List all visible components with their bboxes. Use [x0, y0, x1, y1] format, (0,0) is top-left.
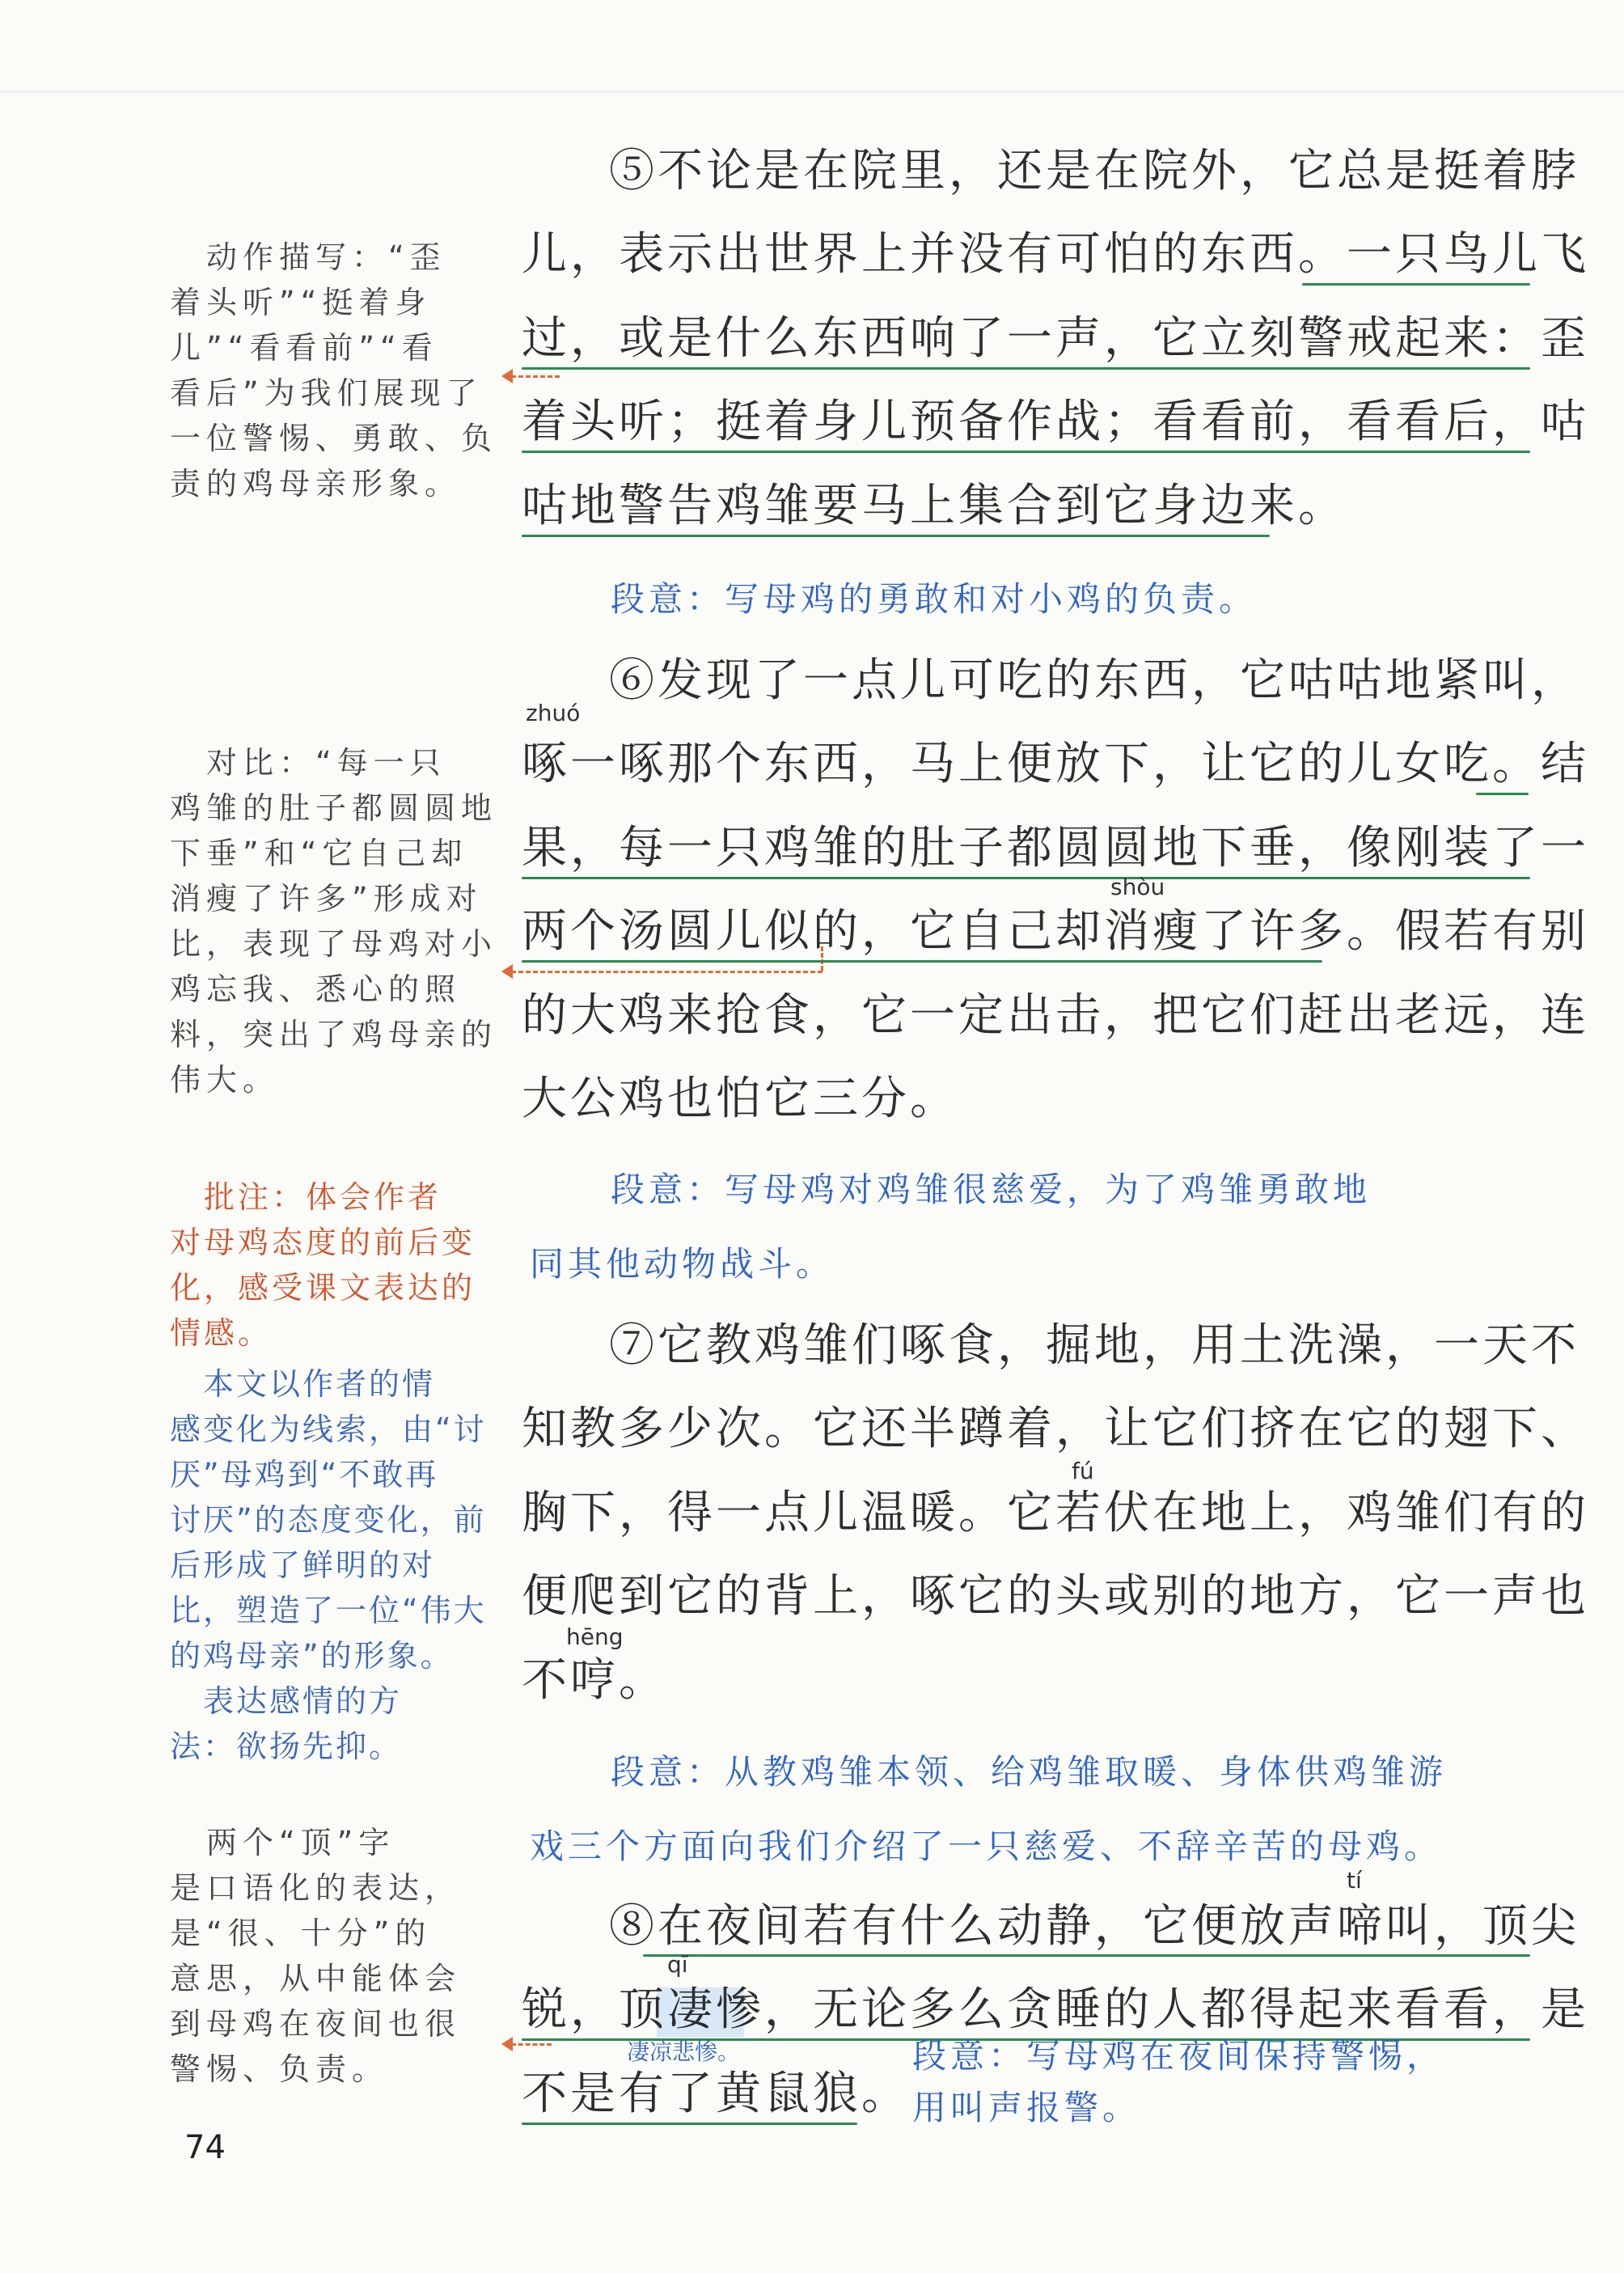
- underline: [1476, 793, 1529, 795]
- pinyin-zhuo: zhuó: [526, 700, 581, 726]
- text-line: 不是有了黄鼠狼。: [522, 2068, 910, 2120]
- text-line: 的大鸡来抢食，它一定出击，把它们赶出老远，连: [522, 989, 1589, 1042]
- text-line: ⑤不论是在院里，还是在院外，它总是挺着脖: [609, 145, 1580, 197]
- text-line: ⑥发现了一点儿可吃的东西，它咕咕地紧叫，: [609, 654, 1580, 707]
- pinyin-qi: qī: [667, 1951, 688, 1978]
- text-line: 胸下，得一点儿温暖。它若伏在地上，鸡雏们有的: [522, 1487, 1589, 1539]
- underline: [522, 451, 1530, 453]
- text-line: 啄一啄那个东西，马上便放下，让它的儿女吃。结: [522, 738, 1589, 790]
- text-line: 不哼。: [522, 1654, 667, 1707]
- text-line: 锐，顶凄惨，无论多么贪睡的人都得起来看看，是: [522, 1983, 1589, 2036]
- paragraph-5-summary: 段意：写母鸡的勇敢和对小鸡的负责。: [611, 579, 1258, 619]
- text-line: 果，每一只鸡雏的肚子都圆圆地下垂，像刚装了一: [522, 822, 1589, 874]
- gloss-qican: 凄凉悲惨。: [627, 2038, 741, 2065]
- page-number: 74: [184, 2129, 226, 2166]
- underline: [522, 535, 1270, 537]
- paragraph-7-summary-line-1: 段意：从教鸡雏本领、给鸡雏取暖、身体供鸡雏游: [611, 1752, 1448, 1792]
- text-line: 大公鸡也怕它三分。: [522, 1073, 958, 1125]
- paragraph-8-summary-line-2: 用叫声报警。: [912, 2088, 1141, 2127]
- paragraph-6-summary-line-1: 段意：写母鸡对鸡雏很慈爱，为了鸡雏勇敢地: [611, 1170, 1372, 1209]
- text-line: ⑦它教鸡雏们啄食，掘地，用土洗澡，一天不: [609, 1319, 1580, 1372]
- underline: [1302, 283, 1530, 286]
- paragraph-6-summary-line-2: 同其他动物战斗。: [530, 1244, 835, 1284]
- margin-note-contrast: 对比：“每一只 鸡雏的肚子都圆圆地 下垂”和“它自己却 消瘦了许多”形成对 比，表现了母鸡对小 鸡忘我、悉心的照 料，突出了鸡母亲的 伟大。: [170, 745, 498, 1098]
- text-line: ⑧在夜间若有什么动静，它便放声啼叫，顶尖: [609, 1900, 1580, 1953]
- text-line: 咕地警告鸡雏要马上集合到它身边来。: [522, 480, 1347, 532]
- underline: [522, 960, 1322, 963]
- margin-note-theme: 本文以作者的情 感变化为线索，由“讨 厌”母鸡到“不敢再 讨厌”的态度变化，前 后形成了鲜明的对 比，塑造了一位“伟大 的鸡母亲”的形象。 表达感情的方 法：欲扬先抑。: [170, 1366, 487, 1764]
- underline: [522, 2123, 857, 2125]
- margin-note-annotation: 批注：体会作者 对母鸡态度的前后变 化，感受课文表达的 情感。: [170, 1179, 476, 1351]
- pinyin-fu: fú: [1072, 1458, 1094, 1484]
- text-line: 知教多少次。它还半蹲着，让它们挤在它的翅下、: [522, 1403, 1589, 1455]
- pinyin-heng: hēng: [566, 1623, 624, 1650]
- underline: [643, 1954, 1530, 1957]
- text-line: 儿，表示出世界上并没有可怕的东西。一只鸟儿飞: [522, 228, 1589, 281]
- text-line: 着头听；挺着身儿预备作战；看看前，看看后，咕: [522, 396, 1589, 448]
- underline: [522, 367, 1530, 370]
- text-line: 便爬到它的背上，啄它的头或别的地方，它一声也: [522, 1570, 1589, 1623]
- paragraph-7-summary-line-2: 戏三个方面向我们介绍了一只慈爱、不辞辛苦的母鸡。: [530, 1826, 1443, 1866]
- pinyin-shou: shòu: [1110, 874, 1165, 900]
- text-line: 过，或是什么东西响了一声，它立刻警戒起来：歪: [522, 312, 1589, 365]
- text-line: 两个汤圆儿似的，它自己却消瘦了许多。假若有别: [522, 905, 1589, 958]
- pinyin-ti: tí: [1347, 1867, 1362, 1894]
- margin-note-ding: 两个“顶”字 是口语化的表达， 是“很、十分”的 意思，从中能体会 到母鸡在夜间也很 警惕、负责。: [170, 1825, 462, 2087]
- top-rule: [0, 91, 1624, 93]
- underline: [522, 877, 1530, 879]
- margin-note-action: 动作描写：“歪 着头听”“挺着身 儿”“看看前”“看 看后”为我们展现了 一位警惕、勇敢、负 责的鸡母亲形象。: [170, 239, 498, 502]
- paragraph-8-summary-line-1: 段意：写母鸡在夜间保持警惕，: [912, 2036, 1445, 2076]
